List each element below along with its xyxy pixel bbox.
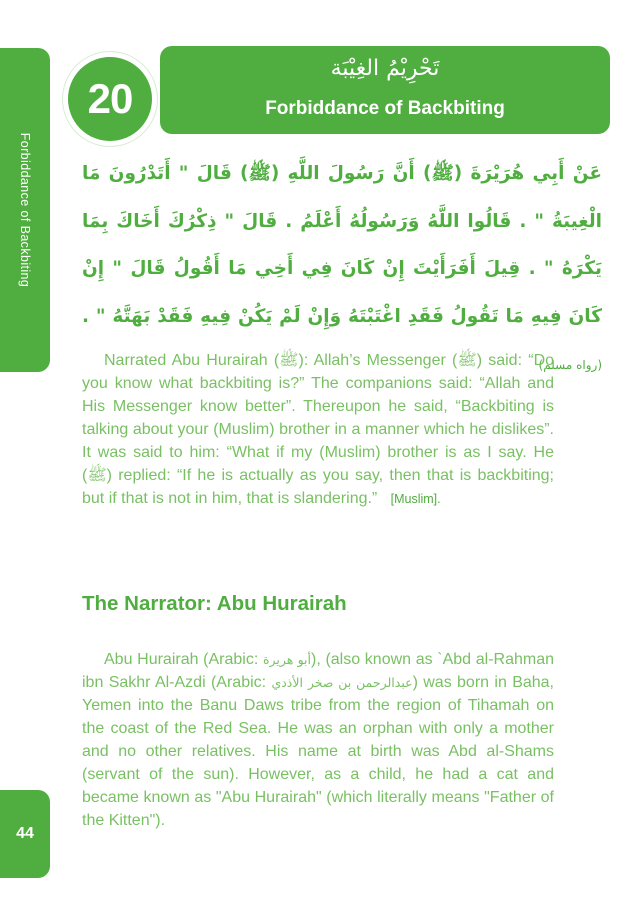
hadith-translation — [82, 349, 554, 511]
chapter-title-banner — [160, 46, 610, 134]
hadith-arabic-reference: (رواه مسلم) — [538, 358, 602, 372]
chapter-number-badge: 20 — [63, 52, 157, 146]
narrator-body-part2: ), (also known as `Abd al-Rahman ibn Sakhr Al-Azdi (Arabic: — [82, 651, 555, 691]
chapter-title-english: Forbiddance of Backbiting — [265, 98, 505, 119]
side-chapter-tab — [0, 48, 50, 372]
narrator-arabic-name: أبو هريرة — [262, 652, 311, 667]
narrator-biography — [82, 648, 554, 832]
hadith-translation-reference: [Muslim]. — [390, 492, 441, 506]
hadith-translation-text: Narrated Abu Hurairah (ﷺ): Allah’s Messenger (ﷺ) said: “Do you know what backbiting is?” The companions said: “Allah and His Messenger know better”. Thereupon he said, “Backbiting is talking about your (Muslim) brother in a manner which he dislikes”. It was said to him: “What if my (Muslim) brother is as I say. He (ﷺ) replied: “If he is actually as you say, then that is backbiting; but if that is not in him, that is slandering.” — [82, 352, 555, 507]
narrator-heading: The Narrator: Abu Hurairah — [82, 592, 347, 615]
narrator-body-part1: Abu Hurairah (Arabic: — [104, 651, 263, 668]
narrator-body-part3: ) was born in Baha, Yemen into the Banu Daws tribe from the region of Tihamah on the coast of the Red Sea. He was an orphan with only a mother and no other relatives. His name at birth was Abd al-Shams (servant of the sun). However, as a child, he had a cat and became known as "Abu Hurairah" (which literally means "Father of the Kitten"). — [82, 674, 555, 829]
side-tab-label: Forbiddance of Backbiting — [18, 132, 32, 288]
chapter-title-arabic: تَحْرِيْمُ الغِيْبَة — [330, 56, 440, 81]
page-number-tab — [0, 790, 50, 878]
hadith-arabic-text: عَنْ أَبِي هُرَيْرَةَ (ﷺ) أَنَّ رَسُولَ اللَّهِ (ﷺ) قَالَ " أَتَدْرُونَ مَا الْغِيبَةُ " . قَالُوا اللَّهُ وَرَسُولُهُ أَعْلَمُ . قَالَ " ذِكْرُكَ أَخَاكَ بِمَا يَكْرَهُ " . قِيلَ أَفَرَأَيْتَ إِنْ كَانَ فِي أَخِي مَا أَقُولُ قَالَ " إِنْ كَانَ فِيهِ مَا تَقُولُ فَقَدِ اغْتَبْتَهُ وَإِنْ لَمْ يَكُنْ فِيهِ فَقَدْ بَهَتَّهُ " . — [82, 163, 602, 327]
narrator-arabic-full-name: عبدالرحمن بن صخر الأذدي — [271, 675, 413, 690]
page-number: 44 — [16, 825, 34, 842]
